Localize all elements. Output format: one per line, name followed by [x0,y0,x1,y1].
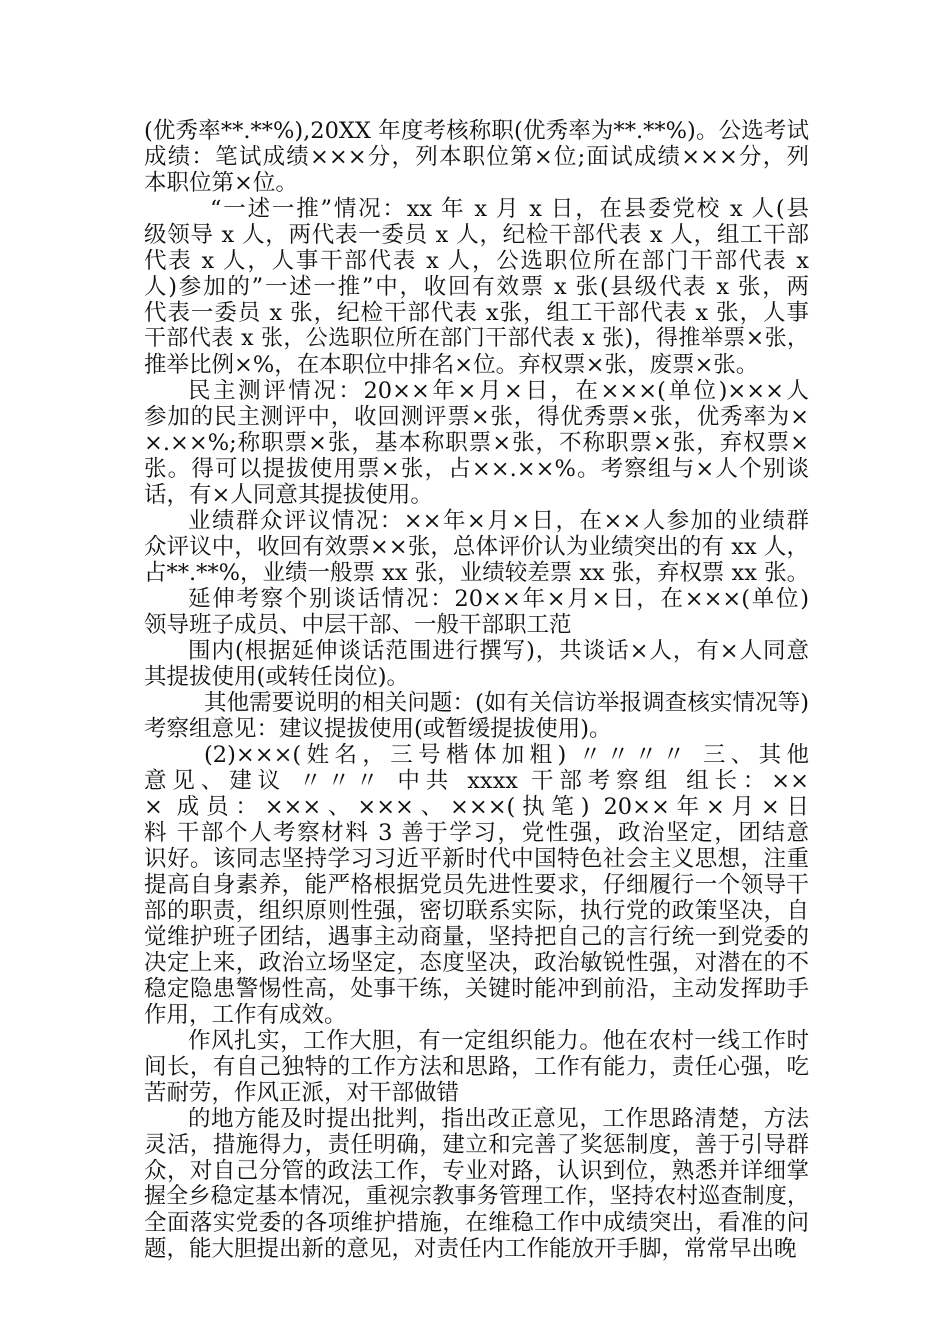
text-line: 占**.**%，业绩一般票 xx 张，业绩较差票 xx 张，弃权票 xx 张。 [144,560,810,586]
text-line: 苦耐劳，作风正派，对干部做错 [144,1080,460,1106]
text-line: 代表 x 人，人事干部代表 x 人，公选职位所在部门干部代表 x [144,248,809,274]
text-line: 参加的民主测评中，收回测评票×张，得优秀票×张，优秀率为× [144,404,809,430]
text-line: 作风扎实，工作大胆，有一定组织能力。他在农村一线工作时 [188,1028,809,1054]
text-line: ×.××%;称职票×张，基本称职票×张，不称职票×张，弃权票× [144,430,809,456]
text-line: 全面落实党委的各项维护措施，在维稳工作中成绩突出，看准的问 [144,1210,809,1236]
text-line: (2)×××(姓名，三号楷体加粗) 〃〃〃〃 三、其他 [204,742,809,768]
text-line: 延伸考察个别谈话情况：20××年×月×日，在×××(单位) [188,586,809,612]
text-line: 觉维护班子团结，遇事主动商量，坚持把自己的言行统一到党委的 [144,924,809,950]
text-line: 考察组意见：建议提拔使用(或暂缓提拔使用)。 [144,716,612,742]
text-line: 众，对自己分管的政法工作，专业对路，认识到位，熟悉并详细掌 [144,1158,809,1184]
text-line: 提高自身素养，能严格根据党员先进性要求，仔细履行一个领导干 [144,872,809,898]
text-line: “一述一推”情况：xx 年 x 月 x 日，在县委党校 x 人(县 [210,196,809,222]
text-line: 题，能大胆提出新的意见，对责任内工作能放开手脚，常常早出晚 [144,1236,797,1262]
text-line: 干部代表 x 张，公选职位所在部门干部代表 x 张)，得推举票×张， [144,326,809,351]
text-line: 代表一委员 x 张，纪检干部代表 x张，组工干部代表 x 张，人事 [144,300,809,326]
document-body [144,118,809,1262]
text-line: 领导班子成员、中层干部、一般干部职工范 [144,612,572,638]
text-line: 识好。该同志坚持学习习近平新时代中国特色社会主义思想，注重 [144,846,809,872]
text-line: 话，有×人同意其提拔使用。 [144,482,433,508]
text-line: 部的职责，组织原则性强，密切联系实际，执行党的政策坚决，自 [144,898,809,924]
text-line: 灵活，措施得力，责任明确，建立和完善了奖惩制度，善于引导群 [144,1132,809,1158]
text-line: 意见、建议 〃〃〃 中共 xxxx 干部考察组 组长：×× [144,768,809,794]
text-line: 本职位第×位。 [144,170,298,196]
text-line: 围内(根据延伸谈话范围进行撰写)，共谈话×人，有×人同意 [188,638,809,664]
text-line: 稳定隐患警惕性高，处事干练，关键时能冲到前沿，主动发挥助手 [144,976,809,1002]
text-line: 决定上来，政治立场坚定，态度坚决，政治敏锐性强，对潜在的不 [144,950,809,976]
text-line: 间长，有自己独特的工作方法和思路，工作有能力，责任心强，吃 [144,1054,809,1080]
text-line: 张。得可以提拔使用票×张，占××.××%。考察组与×人个别谈 [144,456,809,482]
text-line: 其他需要说明的相关问题：(如有关信访举报调查核实情况等) [204,690,809,716]
text-line: 业绩群众评议情况：××年×月×日，在××人参加的业绩群 [188,508,809,534]
text-line: 众评议中，收回有效票××张，总体评价认为业绩突出的有 xx 人， [144,534,809,560]
text-line: 推举比例×%，在本职位中排名×位。弃权票×张，废票×张。 [144,352,759,378]
text-line: 料 干部个人考察材料 3 善于学习，党性强，政治坚定，团结意 [144,820,809,846]
text-line: 人)参加的”一述一推”中，收回有效票 x 张(县级代表 x 张，两 [144,274,809,300]
text-line: 握全乡稳定基本情况，重视宗教事务管理工作，坚持农村巡查制度， [144,1184,809,1209]
text-line: 作用，工作有成效。 [144,1002,347,1028]
text-line: 其提拔使用(或转任岗位)。 [144,664,410,690]
text-line: 民主测评情况：20××年×月×日，在×××(单位)×××人 [188,378,809,404]
text-line: 的地方能及时提出批判，指出改正意见，工作思路清楚，方法 [188,1106,809,1132]
text-line: (优秀率**.**%),20XX 年度考核称职(优秀率为**.**%)。公选考试 [144,118,809,144]
text-line: × 成员：×××、×××、×××(执笔) 20××年×月×日 [144,794,809,820]
text-line: 级领导 x 人，两代表一委员 x 人，纪检干部代表 x 人，组工干部 [144,222,809,248]
text-line: 成绩：笔试成绩×××分，列本职位第×位;面试成绩×××分，列 [144,144,809,170]
